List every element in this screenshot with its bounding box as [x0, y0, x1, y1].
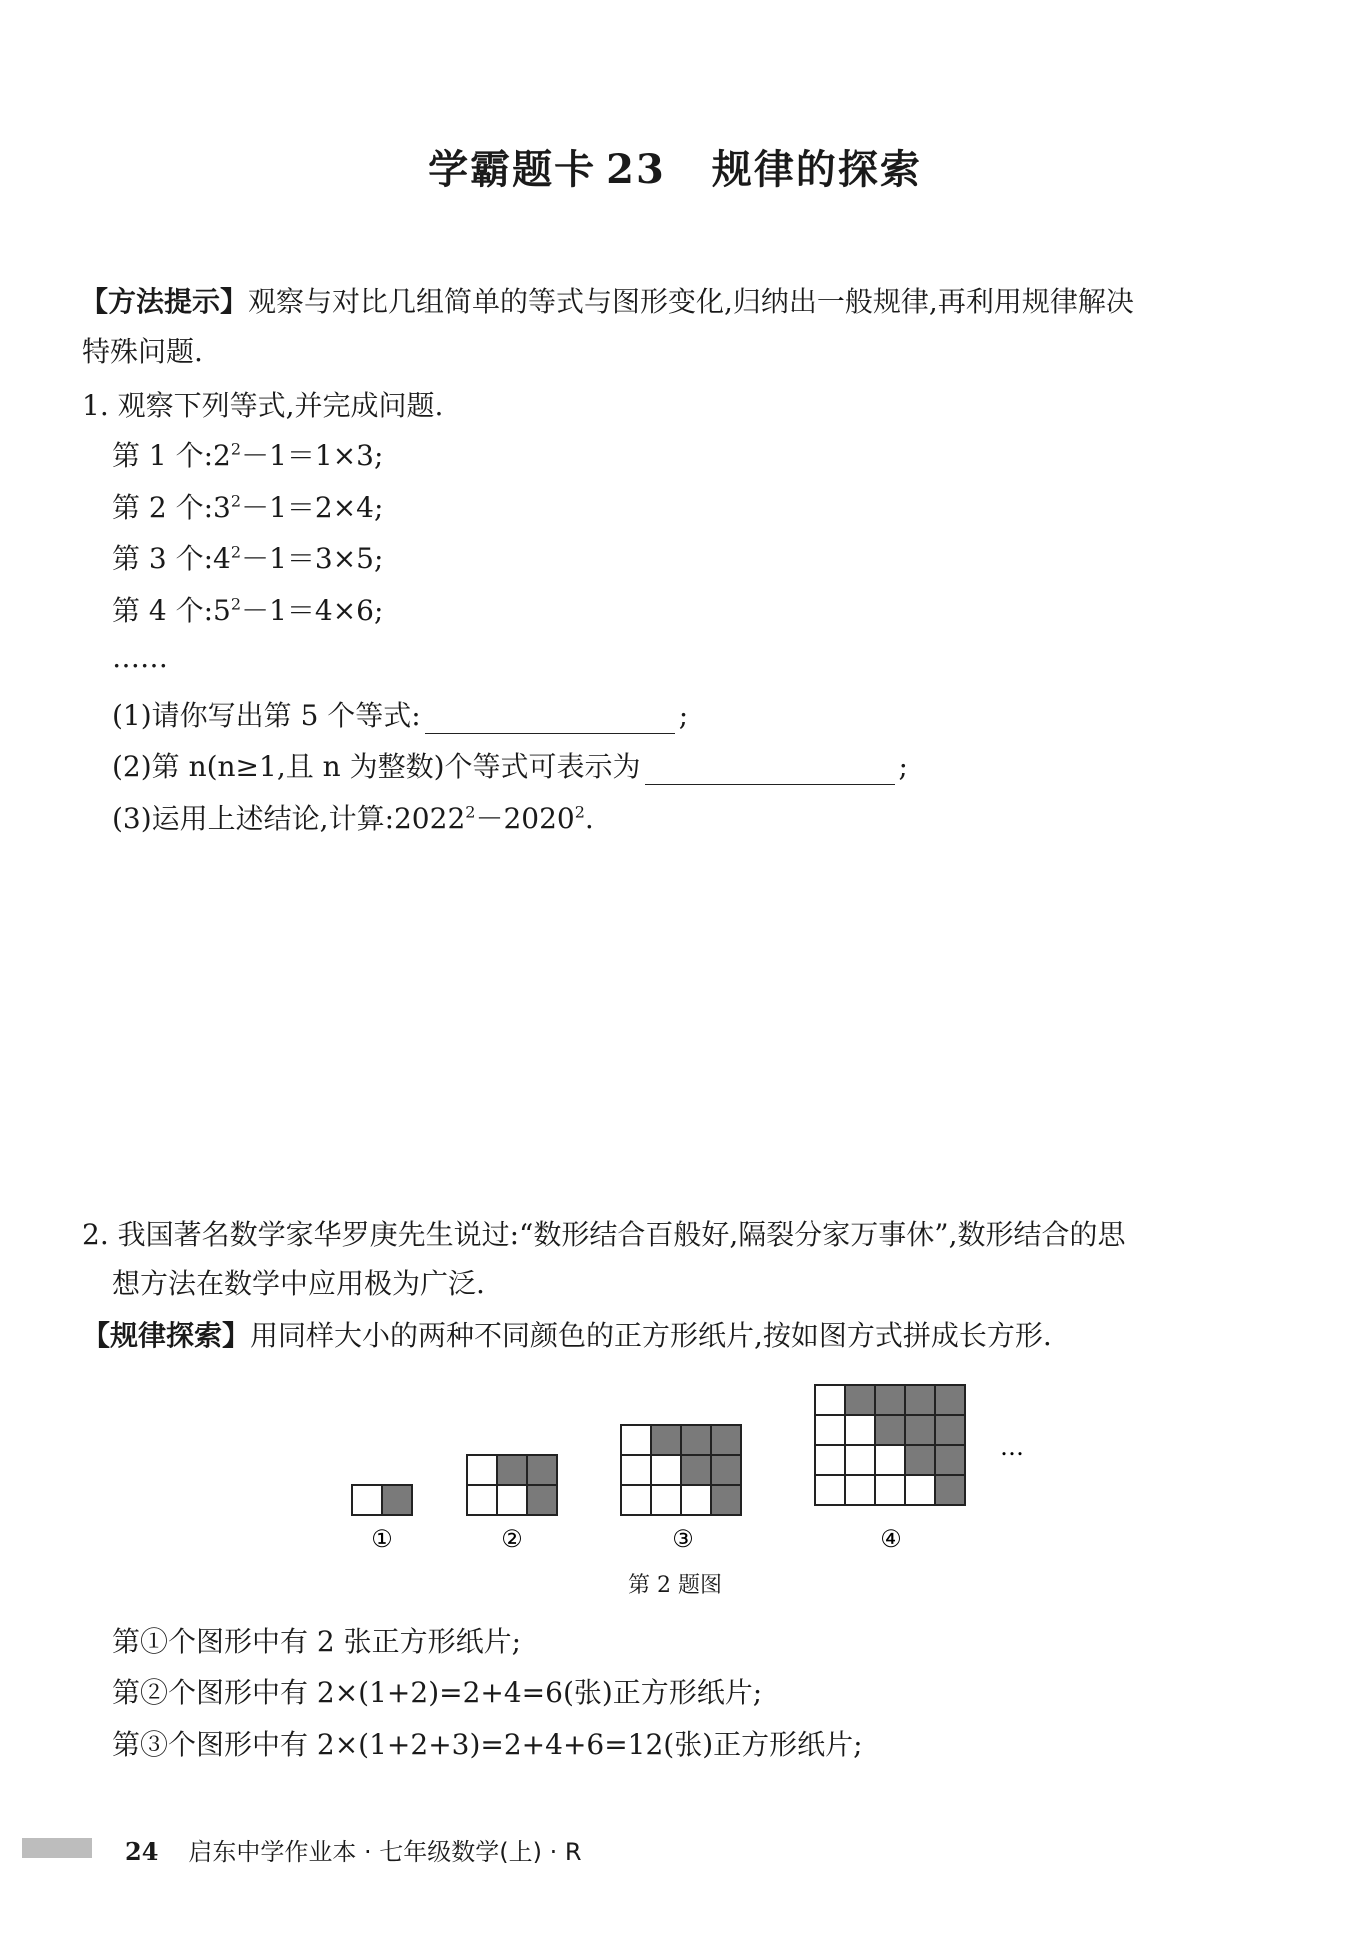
shaded-tile	[905, 1385, 935, 1415]
figure-3-grid	[621, 1425, 741, 1515]
title-main: 学霸题卡	[428, 146, 597, 193]
eq4-exp: 2	[230, 594, 242, 614]
figure-label-2: ②	[501, 1525, 523, 1553]
white-tile	[467, 1455, 497, 1485]
part3-exp1: 2	[465, 802, 476, 822]
page-title	[0, 138, 1350, 195]
white-tile	[352, 1485, 382, 1515]
eq3-post: －1＝3×5;	[241, 542, 384, 575]
part3-mid: －2020	[475, 802, 575, 835]
part2-end: ;	[898, 750, 908, 783]
figure-caption: 第 2 题图	[628, 1573, 722, 1598]
page-number: 24	[125, 1837, 159, 1866]
q2-stem-line1: 2. 我国著名数学家华罗庚先生说过:“数形结合百般好,隔裂分家万事休”,数形结合的思	[82, 1218, 1126, 1251]
white-tile	[621, 1455, 651, 1485]
white-tile	[815, 1475, 845, 1505]
shaded-tile	[935, 1445, 965, 1475]
q1-stem: 1. 观察下列等式,并完成问题.	[82, 389, 444, 422]
figure-1-grid	[352, 1485, 412, 1515]
q1-part1	[112, 698, 688, 734]
shaded-tile	[711, 1425, 741, 1455]
shaded-tile	[711, 1485, 741, 1515]
white-tile	[845, 1475, 875, 1505]
figure-label-1: ①	[371, 1525, 393, 1553]
q2-stem-line2: 想方法在数学中应用极为广泛.	[112, 1267, 485, 1300]
eq2-post: －1＝2×4;	[241, 491, 384, 524]
part3-exp2: 2	[574, 802, 585, 822]
white-tile	[845, 1415, 875, 1445]
figure-2-grid	[467, 1455, 557, 1515]
book-title: 启东中学作业本 · 七年级数学(上) · R	[188, 1838, 582, 1866]
white-tile	[497, 1485, 527, 1515]
figure-ellipsis: …	[1000, 1433, 1024, 1461]
shaded-tile	[497, 1455, 527, 1485]
q1-eq2	[112, 490, 383, 526]
white-tile	[815, 1445, 845, 1475]
shaded-tile	[905, 1415, 935, 1445]
eq2-pre: 第 2 个:3	[112, 491, 231, 524]
eq2-exp: 2	[230, 491, 242, 511]
shaded-tile	[681, 1425, 711, 1455]
shaded-tile	[935, 1385, 965, 1415]
eq3-pre: 第 3 个:4	[112, 542, 231, 575]
eq4-pre: 第 4 个:5	[112, 594, 231, 627]
eq1-pre: 第 1 个:2	[112, 439, 231, 472]
part2-text: (2)第 n(n≥1,且 n 为整数)个等式可表示为	[112, 750, 641, 783]
title-subtitle: 规律的探索	[711, 146, 922, 193]
method-tip-line2: 特殊问题.	[82, 335, 203, 368]
q1-eq4	[112, 593, 383, 629]
q2-line1: 第①个图形中有 2 张正方形纸片;	[112, 1625, 522, 1658]
white-tile	[875, 1475, 905, 1505]
q2-line2: 第②个图形中有 2×(1+2)=2+4=6(张)正方形纸片;	[112, 1676, 763, 1709]
white-tile	[681, 1485, 711, 1515]
q1-eq3	[112, 541, 383, 577]
shaded-tile	[845, 1385, 875, 1415]
white-tile	[815, 1385, 845, 1415]
shaded-tile	[935, 1475, 965, 1505]
method-tip-label: 【方法提示】	[80, 285, 249, 318]
q1-eq1	[112, 438, 383, 474]
explore-label: 【规律探索】	[82, 1319, 251, 1352]
method-tip-line1	[80, 284, 1134, 320]
explore-text: 用同样大小的两种不同颜色的正方形纸片,按如图方式拼成长方形.	[250, 1319, 1052, 1352]
white-tile	[467, 1485, 497, 1515]
white-tile	[905, 1475, 935, 1505]
shaded-tile	[875, 1415, 905, 1445]
q2-line3: 第③个图形中有 2×(1+2+3)=2+4+6=12(张)正方形纸片;	[112, 1728, 863, 1761]
figure-4-grid	[815, 1385, 965, 1505]
shaded-tile	[527, 1455, 557, 1485]
figure-label-3: ③	[672, 1525, 694, 1553]
shaded-tile	[711, 1455, 741, 1485]
part1-answer-blank[interactable]	[425, 705, 675, 734]
eq3-exp: 2	[230, 542, 242, 562]
method-tip-text1: 观察与对比几组简单的等式与图形变化,归纳出一般规律,再利用规律解决	[248, 285, 1134, 318]
shaded-tile	[875, 1385, 905, 1415]
white-tile	[651, 1485, 681, 1515]
shaded-tile	[651, 1425, 681, 1455]
q1-ellipsis: ……	[112, 641, 168, 674]
part2-answer-blank[interactable]	[645, 756, 895, 785]
figure-label-4: ④	[880, 1525, 902, 1553]
shaded-tile	[681, 1455, 711, 1485]
white-tile	[845, 1445, 875, 1475]
white-tile	[651, 1455, 681, 1485]
shaded-tile	[527, 1485, 557, 1515]
eq1-post: －1＝1×3;	[241, 439, 384, 472]
part1-text: (1)请你写出第 5 个等式:	[112, 699, 421, 732]
part3-post: .	[584, 802, 594, 835]
white-tile	[621, 1425, 651, 1455]
eq4-post: －1＝4×6;	[241, 594, 384, 627]
shaded-tile	[382, 1485, 412, 1515]
tile-figures	[0, 1375, 1350, 1575]
white-tile	[815, 1415, 845, 1445]
q1-part2	[112, 749, 908, 785]
shaded-tile	[935, 1415, 965, 1445]
footer-bar	[22, 1838, 92, 1858]
shaded-tile	[905, 1445, 935, 1475]
title-number: 23	[606, 146, 666, 193]
q2-explore	[82, 1318, 1052, 1354]
footer	[125, 1832, 582, 1867]
eq1-exp: 2	[230, 439, 242, 459]
white-tile	[621, 1485, 651, 1515]
part1-end: ;	[678, 699, 689, 732]
part3-pre: (3)运用上述结论,计算:2022	[112, 802, 466, 835]
white-tile	[875, 1445, 905, 1475]
q1-part3	[112, 801, 594, 837]
